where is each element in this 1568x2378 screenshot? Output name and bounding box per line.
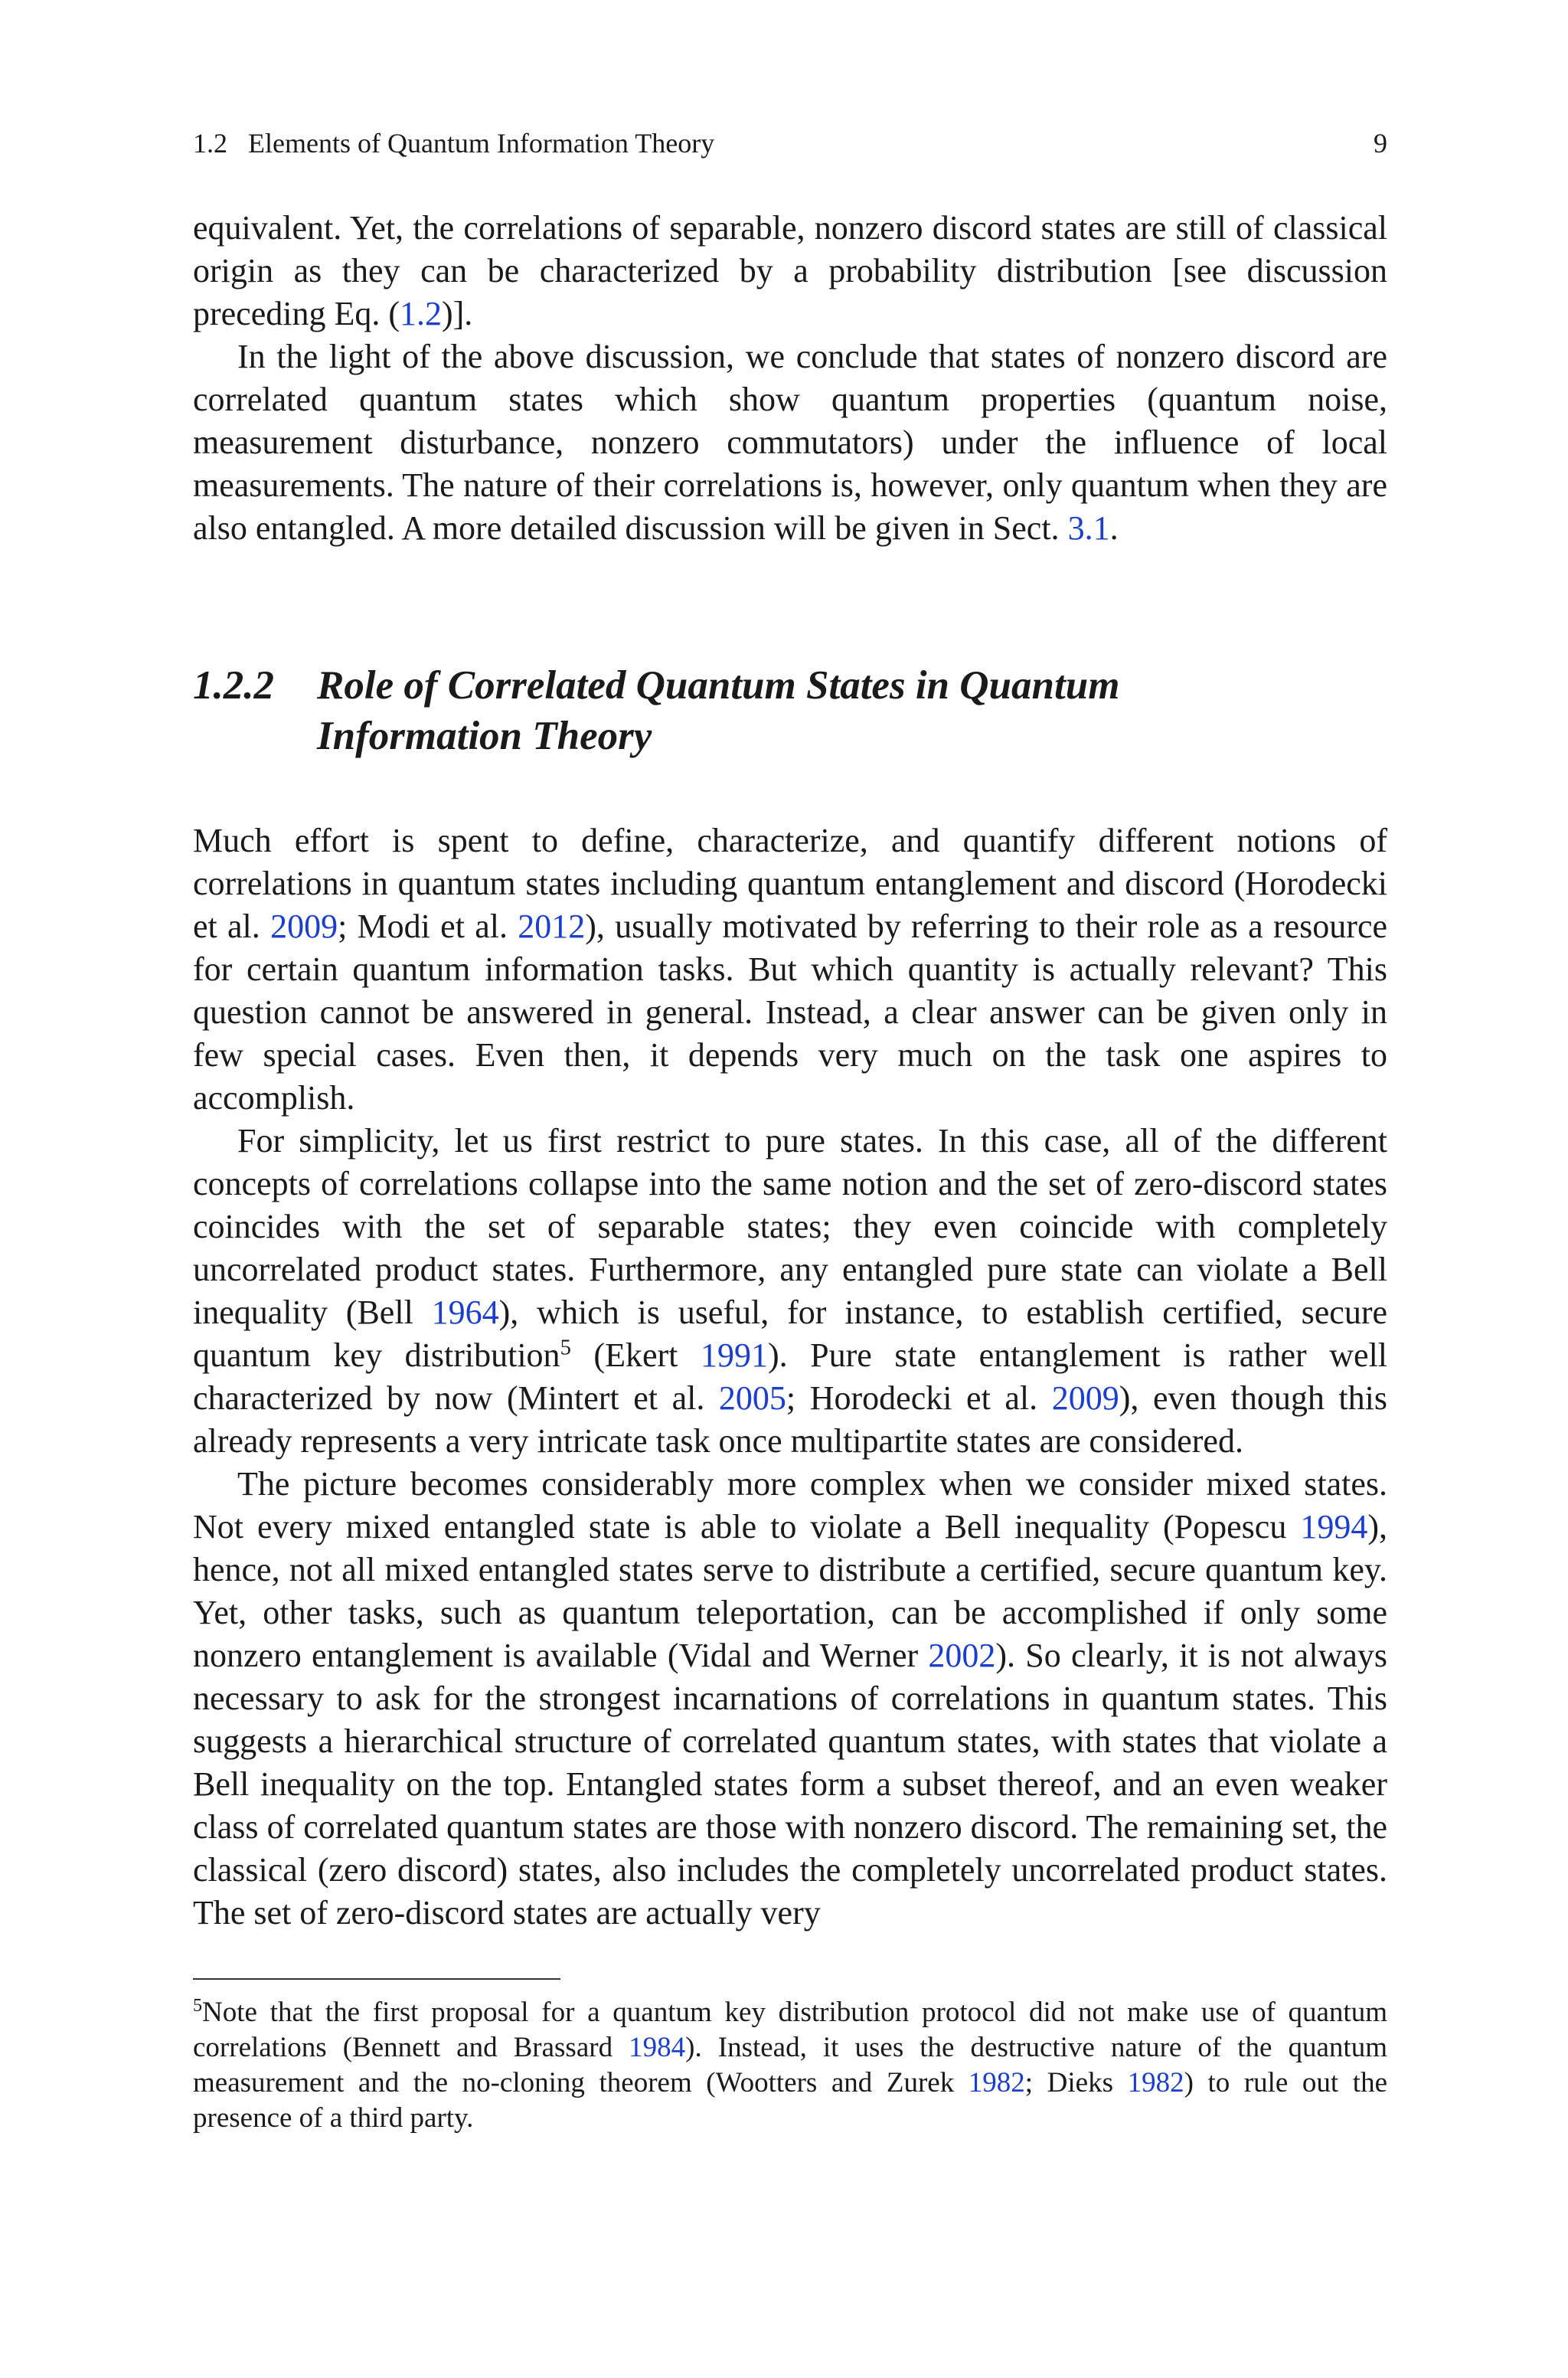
- top-text-block: [193, 207, 1387, 550]
- text-run: For simplicity, let us first restrict to pure states. In this case, all of the different concepts of correlations collapse into the same notion and the set of zero-discord states coincides with the set of separable states; they even coincide with completely uncorrelated product states. Furthermore, any entangled pure state can violate a Bell inequality (Bell: [193, 1122, 1387, 1331]
- text-run: ), usually motivated by referring to their role as a resource for certain quantum information tasks. But which quantity is actually relevant? This question cannot be answered in general. Instead, a clear answer can be given only in few special cases. Even then, it depends very much on the task one aspires to accomplish.: [193, 908, 1388, 1117]
- text-run: ), which is useful, for instance, to establish certified, secure quantum key distribution: [193, 1294, 1388, 1374]
- text-run: Much effort is spent to define, characterize, and quantify different notions of correlations in quantum states including quantum entanglement and discord (Horodecki et al.: [193, 822, 1387, 945]
- text-run: ; Modi et al.: [338, 908, 518, 945]
- running-head: [193, 124, 1387, 162]
- running-head-text: Elements of Quantum Information Theory: [248, 128, 715, 159]
- footnote-number: 5: [193, 1995, 203, 2016]
- section-number: 1.2.2: [193, 663, 274, 708]
- text-run: The picture becomes considerably more complex when we consider mixed states. Not every mixed entangled state is able to violate a Bell inequality (Popescu: [193, 1465, 1387, 1546]
- text-run: In the light of the above discussion, we conclude that states of nonzero discord are correlated quantum states which show quantum properties (quantum noise, measurement disturbance, nonzero commutators) under the influence of local measurements. The nature of their correlations is, however, only quantum when they are also entangled. A more detailed discussion will be given in Sect.: [193, 338, 1387, 547]
- citation-link[interactable]: 1991: [700, 1336, 768, 1374]
- paragraph-conclusion: [193, 335, 1387, 550]
- text-run: ) to rule out the presence of a third party.: [193, 2067, 1387, 2134]
- text-run: ). Pure state entanglement is rather well characterized by now (Mintert et al.: [193, 1336, 1388, 1417]
- text-run: Note that the first proposal for a quantum key distribution protocol did not make use of quantum correlations (Bennett and Brassard: [193, 1997, 1387, 2063]
- text-run: ; Dieks: [1024, 2067, 1128, 2098]
- text-run: .: [1109, 509, 1119, 547]
- citation-link[interactable]: 2005: [718, 1379, 786, 1417]
- footnote-rule: [193, 1978, 560, 1980]
- citation-link[interactable]: 2012: [518, 908, 586, 945]
- citation-link[interactable]: 2009: [270, 908, 338, 945]
- section-title: Role of Correlated Quantum States in Quantum Information Theory: [317, 663, 1120, 758]
- citation-link[interactable]: 1994: [1300, 1508, 1368, 1546]
- citation-link[interactable]: 1982: [968, 2067, 1025, 2098]
- footnote-text: [193, 1995, 1387, 2136]
- citation-link[interactable]: 1984: [629, 2032, 686, 2063]
- footnote-marker[interactable]: 5: [560, 1336, 571, 1360]
- text-run: (Ekert: [570, 1336, 701, 1374]
- citation-link[interactable]: 2009: [1051, 1379, 1119, 1417]
- footnote: [193, 1995, 1387, 2136]
- text-run: ), even though this already represents a very intricate task once multipartite states are considered.: [193, 1379, 1388, 1460]
- paragraph-2: [193, 1120, 1387, 1463]
- text-run: )].: [442, 295, 473, 332]
- citation-link[interactable]: 1964: [431, 1294, 499, 1331]
- citation-link[interactable]: 1982: [1127, 2067, 1184, 2098]
- text-run: ). So clearly, it is not always necessary to ask for the strongest incarnations of correlations in quantum states. This suggests a hierarchical structure of correlated quantum states, with states that violate a Bell inequality on the top. Entangled states form a subset thereof, and an even weaker class of correlated quantum states are those with nonzero discord. The remaining set, the classical (zero discord) states, also includes the completely uncorrelated product states. The set of zero-discord states are actually very: [193, 1637, 1387, 1932]
- running-head-title: [193, 124, 714, 162]
- text-run: ). Instead, it uses the destructive nature of the quantum measurement and the no-cloning theorem (Wootters and Zurek: [193, 2032, 1387, 2098]
- running-head-section: 1.2: [193, 128, 227, 159]
- text-run: ; Horodecki et al.: [786, 1379, 1052, 1417]
- text-run: equivalent. Yet, the correlations of separable, nonzero discord states are still of classical origin as they can be characterized by a probability distribution [see discussion preceding Eq. (: [193, 209, 1387, 332]
- page-number: 9: [1374, 128, 1387, 159]
- citation-link[interactable]: 2002: [928, 1637, 996, 1674]
- equation-link[interactable]: 1.2: [400, 295, 442, 332]
- paragraph-1: [193, 819, 1387, 1120]
- paragraph-3: [193, 1463, 1387, 1935]
- section-link[interactable]: 3.1: [1067, 509, 1110, 547]
- paragraph-continuation: [193, 207, 1387, 335]
- text-run: ), hence, not all mixed entangled states serve to distribute a certified, secure quantum key. Yet, other tasks, such as quantum teleportation, can be accomplished if only some nonzero entanglement is available (Vidal and Werner: [193, 1508, 1387, 1674]
- body-text-block: [193, 819, 1387, 1935]
